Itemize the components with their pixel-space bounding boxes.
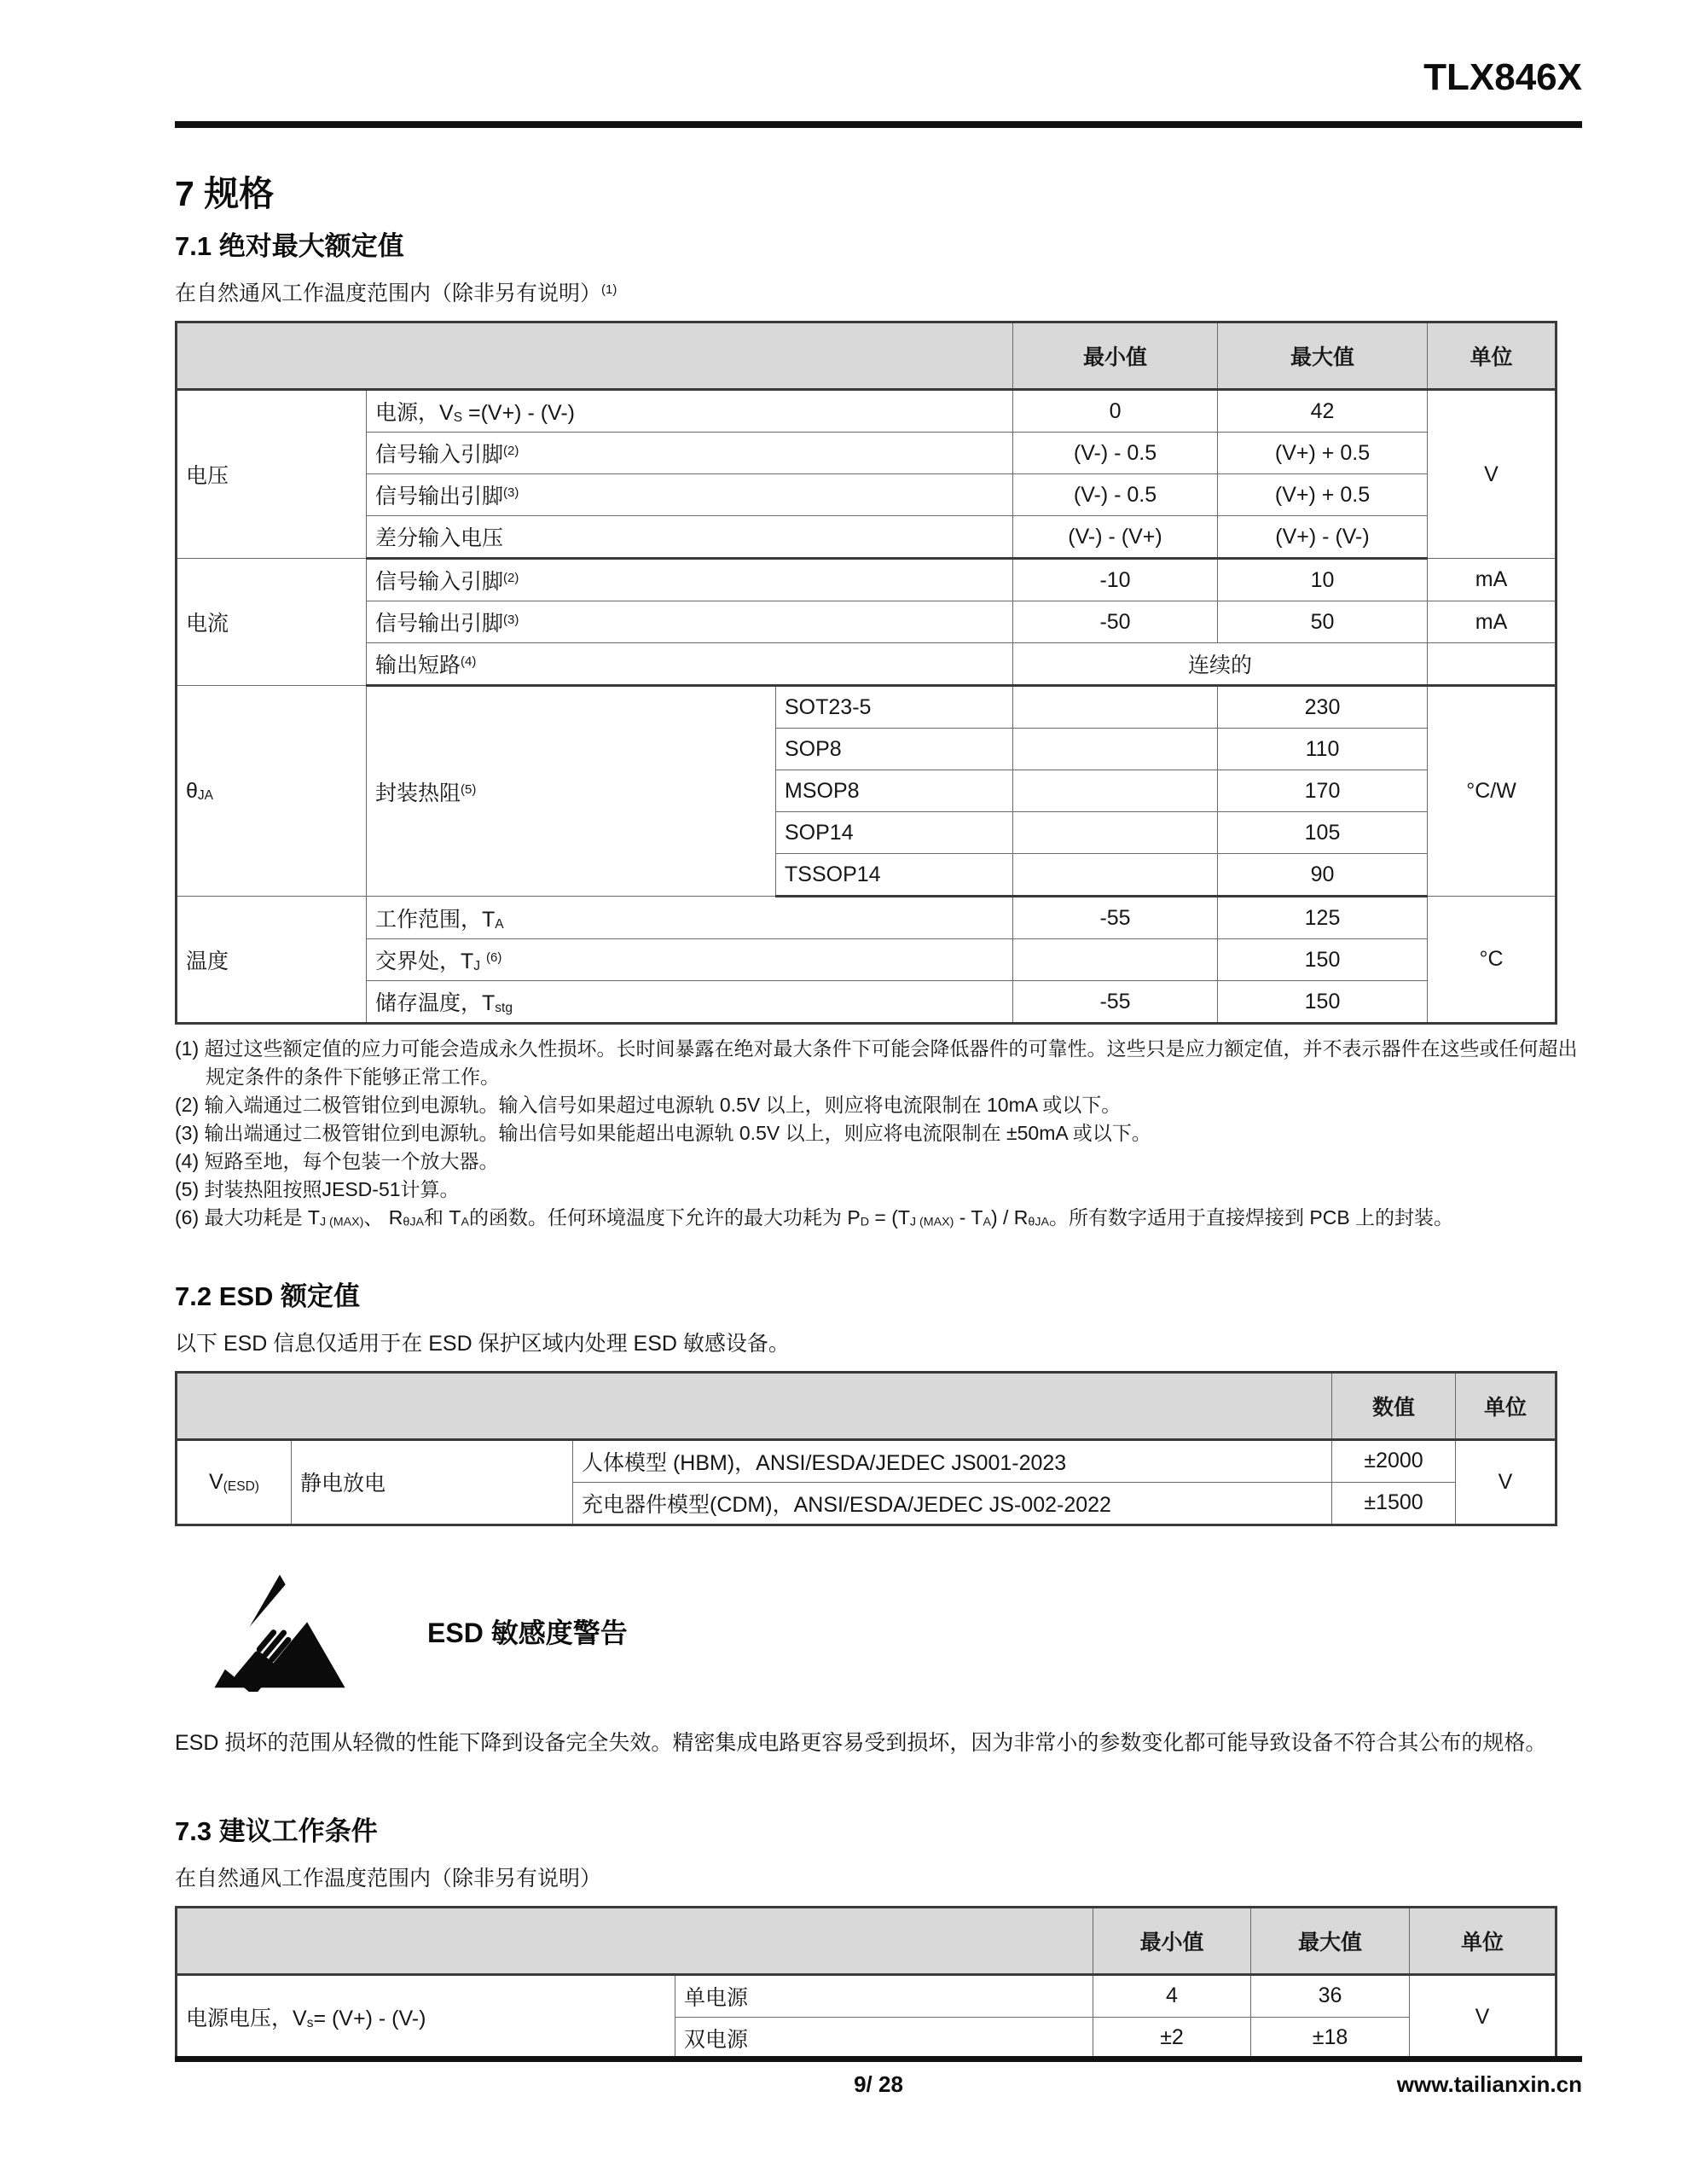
footnote-1: (1) 超过这些额定值的应力可能会造成永久性损坏。长时间暴露在绝对最大条件下可能会降低器件的可靠性。这些只是应力额定值，并不表示器件在这些或任何超出规定条件的条件下能够正常工作。 bbox=[175, 1037, 1578, 1088]
table-header-row bbox=[177, 1907, 1557, 1974]
footnote-2: (2) 输入端通过二极管钳位到电源轨。输入信号如果超过电源轨 0.5V 以上，则应将电流限制在 10mA 或以下。 bbox=[175, 1094, 1122, 1116]
table-row bbox=[177, 939, 1557, 981]
esd-cdm-label: 充电器件模型(CDM)，ANSI/ESDA/JEDEC JS-002-2022 bbox=[573, 1482, 1332, 1525]
website-link: www.tailianxin.cn bbox=[1396, 2071, 1582, 2097]
pkg-sop8: SOP8 bbox=[776, 729, 1013, 770]
t1-blank-header bbox=[177, 322, 1013, 390]
footnote-ref-1: (1) bbox=[601, 282, 617, 297]
group-current: 电流 bbox=[177, 559, 367, 686]
short-value: 连续的 bbox=[1013, 643, 1428, 686]
cell-min: -50 bbox=[1013, 601, 1218, 643]
t1-header-min: 最小值 bbox=[1013, 322, 1218, 390]
cell-max: (V+) + 0.5 bbox=[1218, 433, 1428, 474]
esd-warning-block bbox=[211, 1571, 1582, 1692]
t3-header-min: 最小值 bbox=[1093, 1907, 1251, 1974]
supply-max: 42 bbox=[1218, 390, 1428, 433]
t2-blank-header bbox=[177, 1372, 1332, 1439]
supply-min: 0 bbox=[1013, 390, 1218, 433]
pkg-sot23-5: SOT23-5 bbox=[776, 686, 1013, 729]
esd-warning-icon bbox=[211, 1571, 349, 1692]
cell-max: 125 bbox=[1218, 897, 1428, 939]
footnotes bbox=[175, 1035, 1582, 1237]
param-junction-temp: 交界处，$T_J$ $^{(6)}$ bbox=[367, 939, 1013, 981]
single-supply-label: 单电源 bbox=[675, 1974, 1093, 2017]
t2-header-unit: 单位 bbox=[1456, 1372, 1557, 1439]
unit-c-per-w: °C/W bbox=[1428, 686, 1557, 897]
esd-name: 静电放电 bbox=[292, 1439, 573, 1525]
cell-min-empty bbox=[1013, 939, 1218, 981]
pkg-sop8-max: 110 bbox=[1218, 729, 1428, 770]
footnote-6: (6) 最大功耗是 $T_{J (MAX)}$、 $R_{\theta JA}$和 $T_A$的函数。任何环境温度下允许的最大功耗为 $P_D = (T_{J (MAX)} - T_A) / R_{\theta JA}$。所有数字适用于直接焊接到 PCB 上的封装。 bbox=[175, 1206, 1454, 1229]
pkg-tssop14: TSSOP14 bbox=[776, 854, 1013, 897]
cell-max: (V+) + 0.5 bbox=[1218, 474, 1428, 516]
esd-symbol: $V_{(ESD)}$ bbox=[177, 1439, 292, 1525]
cell-min: -55 bbox=[1013, 981, 1218, 1024]
cell-min-empty bbox=[1013, 812, 1218, 854]
cell-min: -55 bbox=[1013, 897, 1218, 939]
single-supply-max: 36 bbox=[1251, 1974, 1410, 2017]
cell-max: 150 bbox=[1218, 981, 1428, 1024]
unit-volt: V bbox=[1410, 1974, 1557, 2059]
group-voltage: 电压 bbox=[177, 390, 367, 559]
t3-blank-header bbox=[177, 1907, 1093, 1974]
cell-min-empty bbox=[1013, 770, 1218, 812]
cell-min-empty bbox=[1013, 854, 1218, 897]
esd-cdm-value: ±1500 bbox=[1332, 1482, 1456, 1525]
cell-min: (V-) - 0.5 bbox=[1013, 433, 1218, 474]
t3-header-unit: 单位 bbox=[1410, 1907, 1557, 1974]
param-output-short: 输出短路$^{(4)}$ bbox=[367, 643, 1013, 686]
unit-ma: mA bbox=[1428, 559, 1557, 601]
footer-rule bbox=[175, 2056, 1582, 2062]
unit-empty bbox=[1428, 643, 1557, 686]
pkg-sot23-5-max: 230 bbox=[1218, 686, 1428, 729]
cell-min-empty bbox=[1013, 686, 1218, 729]
abs-max-note: 在自然通风工作温度范围内（除非另有说明）$^{(1)}$ bbox=[175, 282, 617, 305]
pkg-sop14-max: 105 bbox=[1218, 812, 1428, 854]
group-temperature: 温度 bbox=[177, 897, 367, 1024]
cell-max: 150 bbox=[1218, 939, 1428, 981]
table-row bbox=[177, 433, 1557, 474]
page-content bbox=[175, 159, 1582, 2061]
param-signal-input-v: 信号输入引脚$^{(2)}$ bbox=[367, 433, 1013, 474]
unit-volt: V bbox=[1456, 1439, 1557, 1525]
table-header-row bbox=[177, 322, 1557, 390]
esd-warning-text: ESD 损坏的范围从轻微的性能下降到设备完全失效。精密集成电路更容易受到损坏，因为非常小的参数变化都可能导致设备不符合其公布的规格。 bbox=[175, 1730, 1547, 1755]
cell-min: (V-) - (V+) bbox=[1013, 516, 1218, 559]
unit-volt: V bbox=[1428, 390, 1557, 559]
param-supply-voltage-rec: 电源电压，$V_s= (V+) - (V-)$ bbox=[177, 1974, 675, 2059]
param-signal-output-i: 信号输出引脚$^{(3)}$ bbox=[367, 601, 1013, 643]
param-signal-output-v: 信号输出引脚$^{(3)}$ bbox=[367, 474, 1013, 516]
recommended-conditions-table bbox=[175, 1906, 1557, 2061]
cell-min: -10 bbox=[1013, 559, 1218, 601]
table-row bbox=[177, 474, 1557, 516]
t1-header-unit: 单位 bbox=[1428, 322, 1557, 390]
pkg-msop8-max: 170 bbox=[1218, 770, 1428, 812]
cell-min: (V-) - 0.5 bbox=[1013, 474, 1218, 516]
esd-ratings-table bbox=[175, 1371, 1557, 1526]
abs-max-table bbox=[175, 321, 1557, 1025]
table-row bbox=[177, 643, 1557, 686]
section-7-3-title: 7.3 建议工作条件 bbox=[175, 1815, 378, 1846]
cell-max: 50 bbox=[1218, 601, 1428, 643]
dual-supply-max: ±18 bbox=[1251, 2017, 1410, 2059]
param-operating-range: 工作范围，$T_A$ bbox=[367, 897, 1013, 939]
footnote-4: (4) 短路至地，每个包装一个放大器。 bbox=[175, 1150, 499, 1172]
table-header-row bbox=[177, 1372, 1557, 1439]
single-supply-min: 4 bbox=[1093, 1974, 1251, 2017]
param-diff-input: 差分输入电压 bbox=[367, 516, 1013, 559]
table-row bbox=[177, 390, 1557, 433]
footnote-5: (5) 封装热阻按照JESD-51计算。 bbox=[175, 1178, 460, 1200]
table-row bbox=[177, 897, 1557, 939]
pkg-msop8: MSOP8 bbox=[776, 770, 1013, 812]
table-row bbox=[177, 981, 1557, 1024]
table-row bbox=[177, 601, 1557, 643]
table-row bbox=[177, 1974, 1557, 2017]
esd-hbm-value: ±2000 bbox=[1332, 1439, 1456, 1482]
unit-ma: mA bbox=[1428, 601, 1557, 643]
param-signal-input-i: 信号输入引脚$^{(2)}$ bbox=[367, 559, 1013, 601]
cell-min-empty bbox=[1013, 729, 1218, 770]
pkg-tssop14-max: 90 bbox=[1218, 854, 1428, 897]
t1-header-max: 最大值 bbox=[1218, 322, 1428, 390]
pkg-sop14: SOP14 bbox=[776, 812, 1013, 854]
unit-celsius: °C bbox=[1428, 897, 1557, 1024]
t2-header-value: 数值 bbox=[1332, 1372, 1456, 1439]
dual-supply-label: 双电源 bbox=[675, 2017, 1093, 2059]
table-row bbox=[177, 516, 1557, 559]
table-row bbox=[177, 686, 1557, 729]
esd-note: 以下 ESD 信息仅适用于在 ESD 保护区域内处理 ESD 敏感设备。 bbox=[175, 1331, 790, 1356]
section-7-2-title: 7.2 ESD 额定值 bbox=[175, 1281, 361, 1311]
esd-warning-title: ESD 敏感度警告 bbox=[427, 1617, 628, 1648]
param-thermal-resistance: 封装热阻$^{(5)}$ bbox=[367, 686, 776, 897]
cell-max: 10 bbox=[1218, 559, 1428, 601]
table-row bbox=[177, 1439, 1557, 1482]
section-7-1-title: 7.1 绝对最大额定值 bbox=[175, 231, 404, 261]
document-title: TLX846X bbox=[1423, 56, 1582, 98]
footnote-3: (3) 输出端通过二极管钳位到电源轨。输出信号如果能超出电源轨 0.5V 以上，则应将电流限制在 ±50mA 或以下。 bbox=[175, 1122, 1151, 1144]
t3-header-max: 最大值 bbox=[1251, 1907, 1410, 1974]
section-7-title: 7 规格 bbox=[175, 174, 275, 213]
header-rule bbox=[175, 121, 1582, 128]
esd-hbm-label: 人体模型 (HBM)，ANSI/ESDA/JEDEC JS001-2023 bbox=[573, 1439, 1332, 1482]
cell-max: (V+) - (V-) bbox=[1218, 516, 1428, 559]
recommended-note: 在自然通风工作温度范围内（除非另有说明） bbox=[175, 1866, 602, 1891]
group-theta-ja: $\theta_{JA}$ bbox=[177, 686, 367, 897]
table-row bbox=[177, 559, 1557, 601]
dual-supply-min: ±2 bbox=[1093, 2017, 1251, 2059]
param-storage-temp: 储存温度，$T_{stg}$ bbox=[367, 981, 1013, 1024]
page-number: 9/ 28 bbox=[854, 2071, 903, 2097]
param-supply-voltage: 电源，$V_S =(V+) - (V-)$ bbox=[367, 390, 1013, 433]
